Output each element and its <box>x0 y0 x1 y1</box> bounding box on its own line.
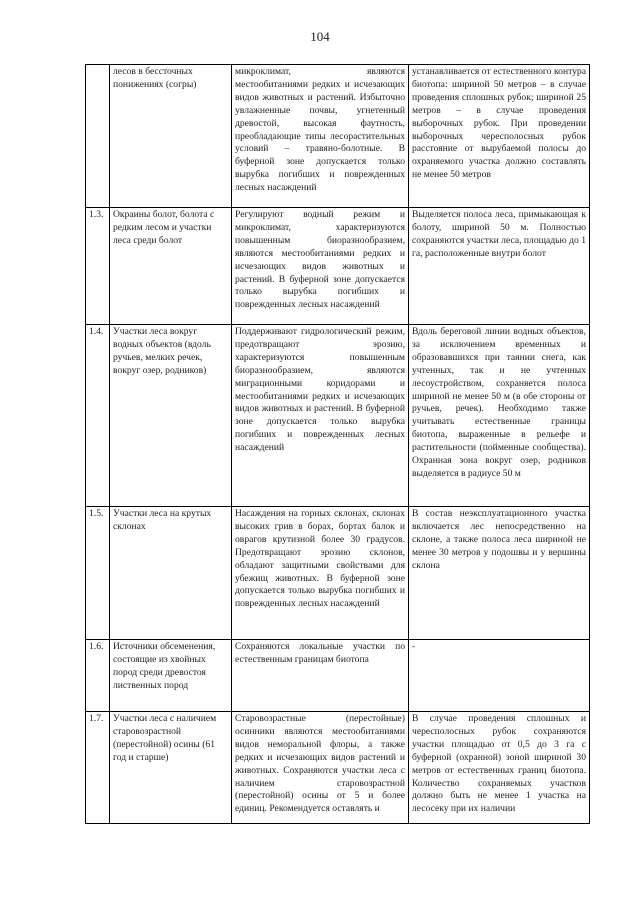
protection-requirement: - <box>409 640 590 712</box>
row-number: 1.4. <box>86 325 110 507</box>
row-number: 1.6. <box>86 640 110 712</box>
biotope-name: Участки леса вокруг водных объектов (вдоль ручьев, мелких речек, вокруг озер, родников) <box>110 325 232 507</box>
protection-requirement: Вдоль береговой линии водных объектов, за исключением временных и образовавшихся при таянии снега, как учтенных, так и не учтенных лесоустройством, сохраняется полоса шириной не менее 50 м (в обе стороны от ручьев, речек). Необходимо также учитывать естественные границы биотопа, выраженные в рельефе и растительности (пойменные сообщества). Охранная зона вокруг озер, родников выделяется в радиусе 50 м <box>409 325 590 507</box>
biotope-name: Окраины болот, болота с редким лесом и участки леса среди болот <box>110 208 232 325</box>
biotope-function: Старовозрастные (перестойные) осинники являются местообитаниями видов неморальной флоры, а также редких и исчезающих видов растений и животных. Сохраняются участки леса с наличием старовозрастной (перестойной) осины от 5 и более единиц. Рекомендуется оставлять и <box>232 712 409 824</box>
protection-requirement: В состав неэксплуатационного участка включается лес непосредственно на склоне, а также полоса леса шириной не менее 30 метров у подошвы и у вершины склона <box>409 507 590 640</box>
table-row <box>86 712 590 824</box>
row-number <box>86 65 110 208</box>
biotope-function: Поддерживают гидрологический режим, предотвращают эрозию, характеризуются повышенным биоразнообразием, являются миграционными коридорами и местообитаниями редких и исчезающих видов животных и растений. В буферной зоне допускается только вырубка погибших и поврежденных лесных насаждений <box>232 325 409 507</box>
row-number: 1.5. <box>86 507 110 640</box>
row-number: 1.3. <box>86 208 110 325</box>
protection-requirement: Выделяется полоса леса, примыкающая к болоту, шириной 50 м. Полностью сохраняются участки леса, площадью до 1 га, расположенные внутри болот <box>409 208 590 325</box>
table-row <box>86 325 590 507</box>
protection-requirement: В случае проведения сплошных и чересполосных рубок сохраняются участки площадью от 0,5 до 3 га с буферной (охранной) зоной шириной 30 метров от естественных границ биотопа. Количество сохраняемых участков должно быть не менее 1 участка на лесосеку при их наличии <box>409 712 590 824</box>
row-number: 1.7. <box>86 712 110 824</box>
page-number: 104 <box>310 29 330 44</box>
biotope-function: Сохраняются локальные участки по естественным границам биотопа <box>232 640 409 712</box>
table-row <box>86 640 590 712</box>
biotope-name: Участки леса с наличием старовозрастной (перестойной) осины (61 год и старше) <box>110 712 232 824</box>
protection-requirement: устанавливается от естественного контура биотопа: шириной 50 метров – в случае проведения сплошных рубок; шириной 25 метров – в случае проведения выборочных рубок. При проведении выборочных чересполосных рубок расстояние от вырубаемой полосы до охраняемого участка должно составлять не менее 50 метров <box>409 65 590 208</box>
biotope-function: Регулируют водный режим и микроклимат, характеризуются повышенным биоразнообразием, являются местообитаниями редких и исчезающих видов животных и растений. В буферной зоне допускается только вырубка погибших и поврежденных лесных насаждений <box>232 208 409 325</box>
table-row <box>86 507 590 640</box>
biotope-name: лесов в бессточных понижениях (согры) <box>110 65 232 208</box>
biotope-function: микроклимат, являются местообитаниями редких и исчезающих видов животных и растений. Избыточно увлажненные почвы, угнетенный древостой, высокая фаутность, преобладающие типы лесорастительных условий – травяно-болотные. В буферной зоне допускается только вырубка погибших и поврежденных лесных насаждений <box>232 65 409 208</box>
table-row <box>86 65 590 208</box>
biotope-function: Насаждения на горных склонах, склонах высоких грив в борах, бортах балок и оврагов крутизной более 30 градусов. Предотвращают эрозию склонов, обладают защитными свойствами для убежищ животных. В буферной зоне допускается только вырубка погибших и поврежденных лесных насаждений <box>232 507 409 640</box>
biotope-name: Источники обсеменения, состоящие из хвойных пород среди древостоя лиственных пород <box>110 640 232 712</box>
biotope-name: Участки леса на крутых склонах <box>110 507 232 640</box>
table-row <box>86 208 590 325</box>
biotope-table <box>85 64 590 824</box>
